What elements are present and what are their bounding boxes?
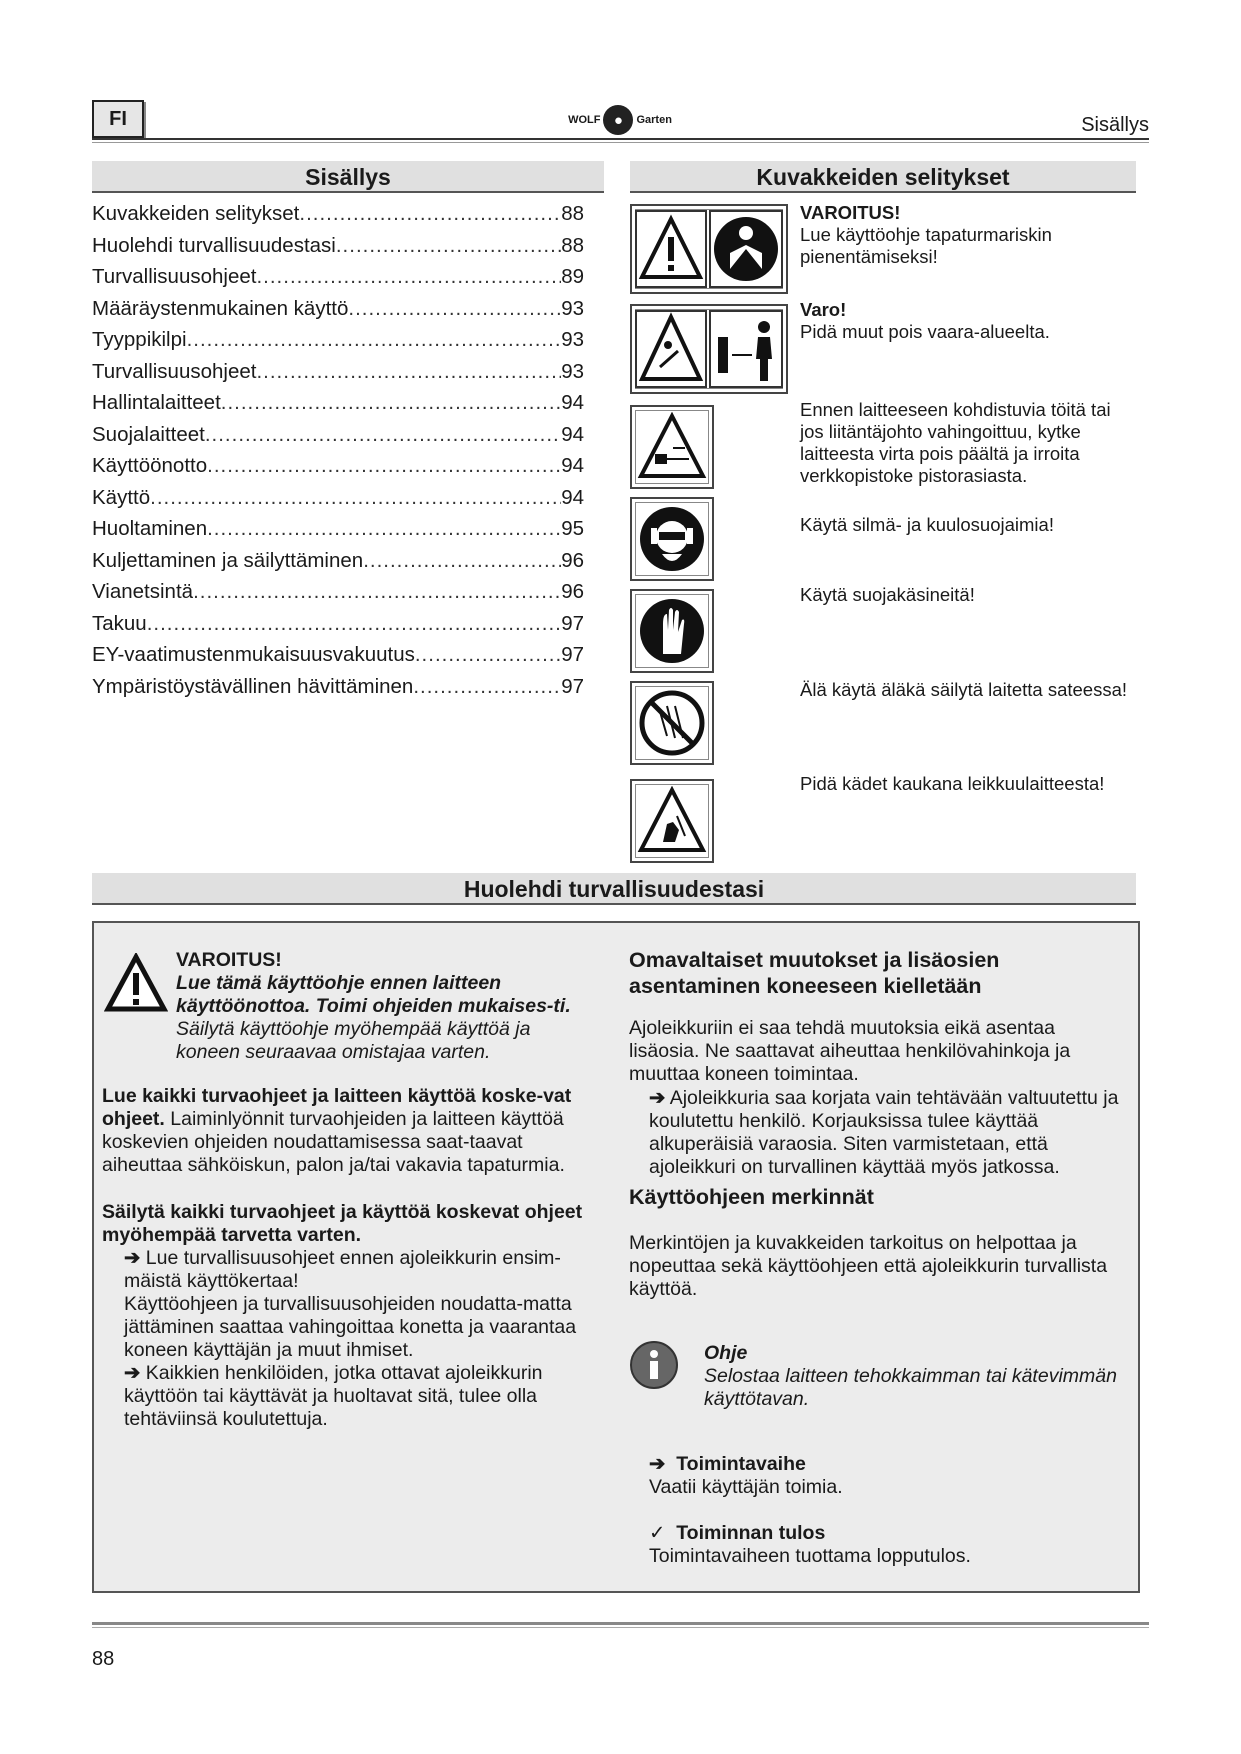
step-head: Toimintavaihe: [676, 1453, 806, 1475]
brand-logo: [555, 102, 685, 138]
symbol-desc-2: [800, 299, 1130, 343]
markings-text: Merkintöjen ja kuvakkeiden tarkoitus on helpottaa ja nopeuttaa sekä käyttöohjeen että ajoleikkurin turvallista käyttöä.: [629, 1232, 1108, 1300]
header-rule: [92, 138, 1149, 140]
modifications-heading: Omavaltaiset muutokset ja lisäosien asentaminen koneeseen kielletään: [629, 948, 1000, 998]
toc-entry-label: EY-vaatimustenmukaisuusvakuutus: [92, 643, 415, 666]
language-badge: FI: [92, 100, 144, 138]
toc-leader-dots: [187, 328, 562, 352]
safety-heading: Huolehdi turvallisuudestasi: [92, 873, 1136, 905]
result-block: [649, 1522, 1109, 1568]
checkmark-icon: ✓: [649, 1522, 666, 1544]
symbol-desc-7: Pidä kädet kaukana leikkuulaitteesta!: [800, 773, 1105, 794]
toc-entry-page: 97: [561, 611, 584, 635]
toc-leader-dots: [348, 297, 561, 321]
toc-entry-label: Suojalaitteet: [92, 422, 205, 446]
safety-para-2: Säilytä kaikki turvaohjeet ja käyttöä koskevat ohjeet myöhempää tarvetta varten.: [102, 1201, 583, 1246]
result-text: Toimintavaiheen tuottama lopputulos.: [649, 1545, 971, 1567]
keep-hands-away-pictogram: [630, 779, 714, 863]
toc-entry: [92, 675, 584, 707]
toc-leader-dots: [147, 612, 561, 636]
safety-bullet-2: [124, 1362, 599, 1431]
toc-entry-page: 93: [561, 359, 584, 383]
toc-entry-page: 88: [561, 233, 584, 257]
toc-entry-label: Hallintalaitteet: [92, 391, 221, 414]
toc-leader-dots: [415, 643, 561, 667]
warning-bold-italic: Lue tämä käyttöohje ennen laitteen käyttöönottoa. Toimi ohjeiden mukaises-ti.: [176, 972, 571, 1017]
toc-entry-page: 89: [561, 265, 584, 288]
page-number: 88: [92, 1648, 115, 1670]
toc-entry-page: 94: [561, 454, 584, 477]
toc-entry: [92, 202, 584, 234]
toc-entry: [92, 517, 584, 549]
note-text: Selostaa laitteen tehokkaimman tai kätevimmän käyttötavan.: [704, 1365, 1117, 1410]
eye-ear-protection-pictogram: [630, 497, 714, 581]
toc-entry: [92, 549, 584, 581]
symbol-desc-6: Älä käytä äläkä säilytä laitetta sateessa!: [800, 679, 1128, 700]
toc-entry-page: 94: [561, 422, 584, 446]
toc-entry-label: Ympäristöystävällinen hävittäminen: [92, 674, 414, 698]
footer-rule-thin: [92, 1627, 1149, 1628]
toc-entry-label: Kuvakkeiden selitykset: [92, 202, 300, 225]
toc-heading: Sisällys: [92, 161, 604, 193]
toc-entry-page: 97: [561, 643, 584, 666]
markings-heading: Käyttöohjeen merkinnät: [629, 1185, 874, 1209]
keep-distance-pictogram: [630, 304, 788, 394]
toc-entry-page: 94: [561, 485, 584, 509]
toc-entry-label: Tyyppikilpi: [92, 328, 187, 351]
toc-entry: [92, 328, 584, 360]
arrow-icon: ➔: [124, 1247, 141, 1269]
toc-leader-dots: [221, 391, 561, 415]
toc-entry: [92, 580, 584, 612]
toc-entry-label: Takuu: [92, 611, 147, 635]
safety-para-1: [102, 1085, 597, 1177]
toc-entry: [92, 643, 584, 675]
warning-read-manual-pictogram: [630, 204, 788, 294]
toc-entry: [92, 423, 584, 455]
safety-box: [92, 921, 1140, 1593]
arrow-icon: ➔: [124, 1362, 141, 1384]
toc-entry-page: 96: [561, 580, 584, 603]
warning-triangle-icon: [104, 953, 168, 1013]
toc-entry-page: 88: [561, 202, 584, 225]
toc-entry-page: 95: [561, 517, 584, 540]
safety-bullet-2-text: Kaikkien henkilöiden, jotka ottavat ajoleikkurin käyttöön tai käyttävät ja huoltavat sitä, tulee olla tehtäviinsä koulutettuja.: [124, 1362, 543, 1430]
toc-entry-label: Käyttö: [92, 485, 151, 509]
toc-entry: [92, 391, 584, 423]
footer-rule: [92, 1622, 1149, 1625]
toc-entry-label: Käyttöönotto: [92, 454, 208, 477]
warning-block: [176, 949, 596, 1064]
symbol-desc-1-head: VAROITUS!: [800, 202, 901, 223]
toc-entry: [92, 360, 584, 392]
result-head: Toiminnan tulos: [676, 1522, 826, 1544]
symbol-desc-1: [800, 202, 1130, 268]
toc-leader-dots: [256, 265, 561, 289]
wolf-icon: ●: [603, 105, 633, 135]
toc-leader-dots: [336, 234, 561, 258]
gloves-pictogram: [630, 589, 714, 673]
toc-leader-dots: [413, 675, 561, 699]
no-rain-icon: [637, 688, 707, 758]
toc-entry-label: Kuljettaminen ja säilyttäminen: [92, 548, 364, 572]
logo-text-left: WOLF: [568, 114, 601, 126]
toc-leader-dots: [363, 549, 561, 573]
toc-entry: [92, 265, 584, 297]
step-text: Vaatii käyttäjän toimia.: [649, 1476, 843, 1498]
toc-leader-dots: [256, 360, 561, 384]
toc-entry-label: Huoltaminen: [92, 517, 208, 540]
toc-entry: [92, 454, 584, 486]
info-icon: [629, 1340, 679, 1390]
toc-leader-dots: [207, 517, 561, 541]
unplug-icon: [637, 412, 707, 482]
eye-ear-protection-icon: [637, 504, 707, 574]
toc-entry: [92, 297, 584, 329]
step-block: [649, 1453, 1109, 1499]
toc-leader-dots: [205, 423, 561, 447]
safety-bullet-1-text: Lue turvallisuusohjeet ennen ajoleikkurin ensim-mäistä käyttökertaa!: [124, 1247, 561, 1292]
keep-away-icon: [634, 309, 784, 389]
symbols-heading: Kuvakkeiden selitykset: [630, 161, 1136, 193]
toc-entry-page: 96: [561, 548, 584, 572]
safety-para-1-text: Laiminlyönnit turvaohjeiden ja laitteen käyttöä koskevien ohjeiden noudattamisessa saat-taavat aiheuttaa sähköiskun, palon ja/tai vakavia tapaturmia.: [102, 1108, 565, 1176]
warning-manual-icon: [634, 209, 784, 289]
modifications-text: Ajoleikkuriin ei saa tehdä muutoksia eikä asentaa lisäosia. Ne saattavat aiheuttaa henkilövahinkoja ja muuttaa koneen toimintaa.: [629, 1017, 1071, 1085]
safety-bullet-1: [124, 1247, 599, 1293]
note-block: [704, 1342, 1124, 1411]
toc-entry-label: Vianetsintä: [92, 580, 194, 603]
toc-leader-dots: [193, 580, 561, 604]
gloves-icon: [637, 596, 707, 666]
modifications-bullet-text: Ajoleikkuria saa korjata vain tehtävään valtuutettu ja koulutettu henkilö. Korjauksissa tulee käyttää alkuperäisiä varaosia. Siten varmistetaan, että ajoleikkuri on turvallinen käyttää myös jatkossa.: [649, 1087, 1119, 1178]
header-rule-thin: [92, 142, 1149, 143]
symbol-desc-2-text: Pidä muut pois vaara-alueelta.: [800, 321, 1050, 342]
toc-leader-dots: [150, 486, 561, 510]
toc-entry-page: 93: [561, 296, 584, 320]
unplug-pictogram: [630, 405, 714, 489]
safety-bullet-1-cont: Käyttöohjeen ja turvallisuusohjeiden noudatta-matta jättäminen saattaa vahingoittaa konetta ja vaarantaa koneen käyttäjän ja muut ihmiset.: [124, 1293, 577, 1361]
symbol-desc-1-text: Lue käyttöohje tapaturmariskin pienentämiseksi!: [800, 224, 1052, 267]
table-of-contents: [92, 202, 584, 706]
hand-blade-warning-icon: [637, 786, 707, 856]
note-head: Ohje: [704, 1342, 748, 1364]
toc-entry-label: Määräystenmukainen käyttö: [92, 296, 349, 320]
toc-entry: [92, 234, 584, 266]
toc-leader-dots: [207, 454, 561, 478]
toc-entry: [92, 612, 584, 644]
toc-entry-label: Turvallisuusohjeet: [92, 265, 257, 288]
toc-leader-dots: [299, 202, 561, 226]
symbol-desc-3: Ennen laitteeseen kohdistuvia töitä tai jos liitäntäjohto vahingoittuu, kytke laitteesta virta pois päältä ja irroita verkkopistoke pistorasiasta.: [800, 399, 1111, 486]
toc-entry-label: Huolehdi turvallisuudestasi: [92, 233, 336, 257]
arrow-icon: ➔: [649, 1087, 666, 1109]
symbol-desc-5: Käytä suojakäsineitä!: [800, 584, 975, 605]
symbol-desc-2-head: Varo!: [800, 299, 847, 320]
toc-entry-page: 93: [561, 328, 584, 351]
arrow-icon: ➔: [649, 1453, 666, 1475]
toc-entry-page: 97: [561, 674, 584, 698]
logo-text-right: Garten: [636, 114, 672, 126]
no-rain-pictogram: [630, 681, 714, 765]
toc-entry-page: 94: [561, 391, 584, 414]
warning-head: VAROITUS!: [176, 949, 282, 971]
symbol-desc-4: Käytä silmä- ja kuulosuojaimia!: [800, 514, 1054, 535]
modifications-bullet: [649, 1087, 1131, 1179]
toc-entry-label: Turvallisuusohjeet: [92, 359, 257, 383]
toc-entry: [92, 486, 584, 518]
safety-para-1-bold: Lue kaikki turvaohjeet ja laitteen käyttöä koske-vat ohjeet.: [102, 1085, 572, 1130]
running-title: Sisällys: [1081, 114, 1149, 136]
warning-italic: Säilytä käyttöohje myöhempää käyttöä ja koneen seuraavaa omistajaa varten.: [176, 1018, 531, 1063]
